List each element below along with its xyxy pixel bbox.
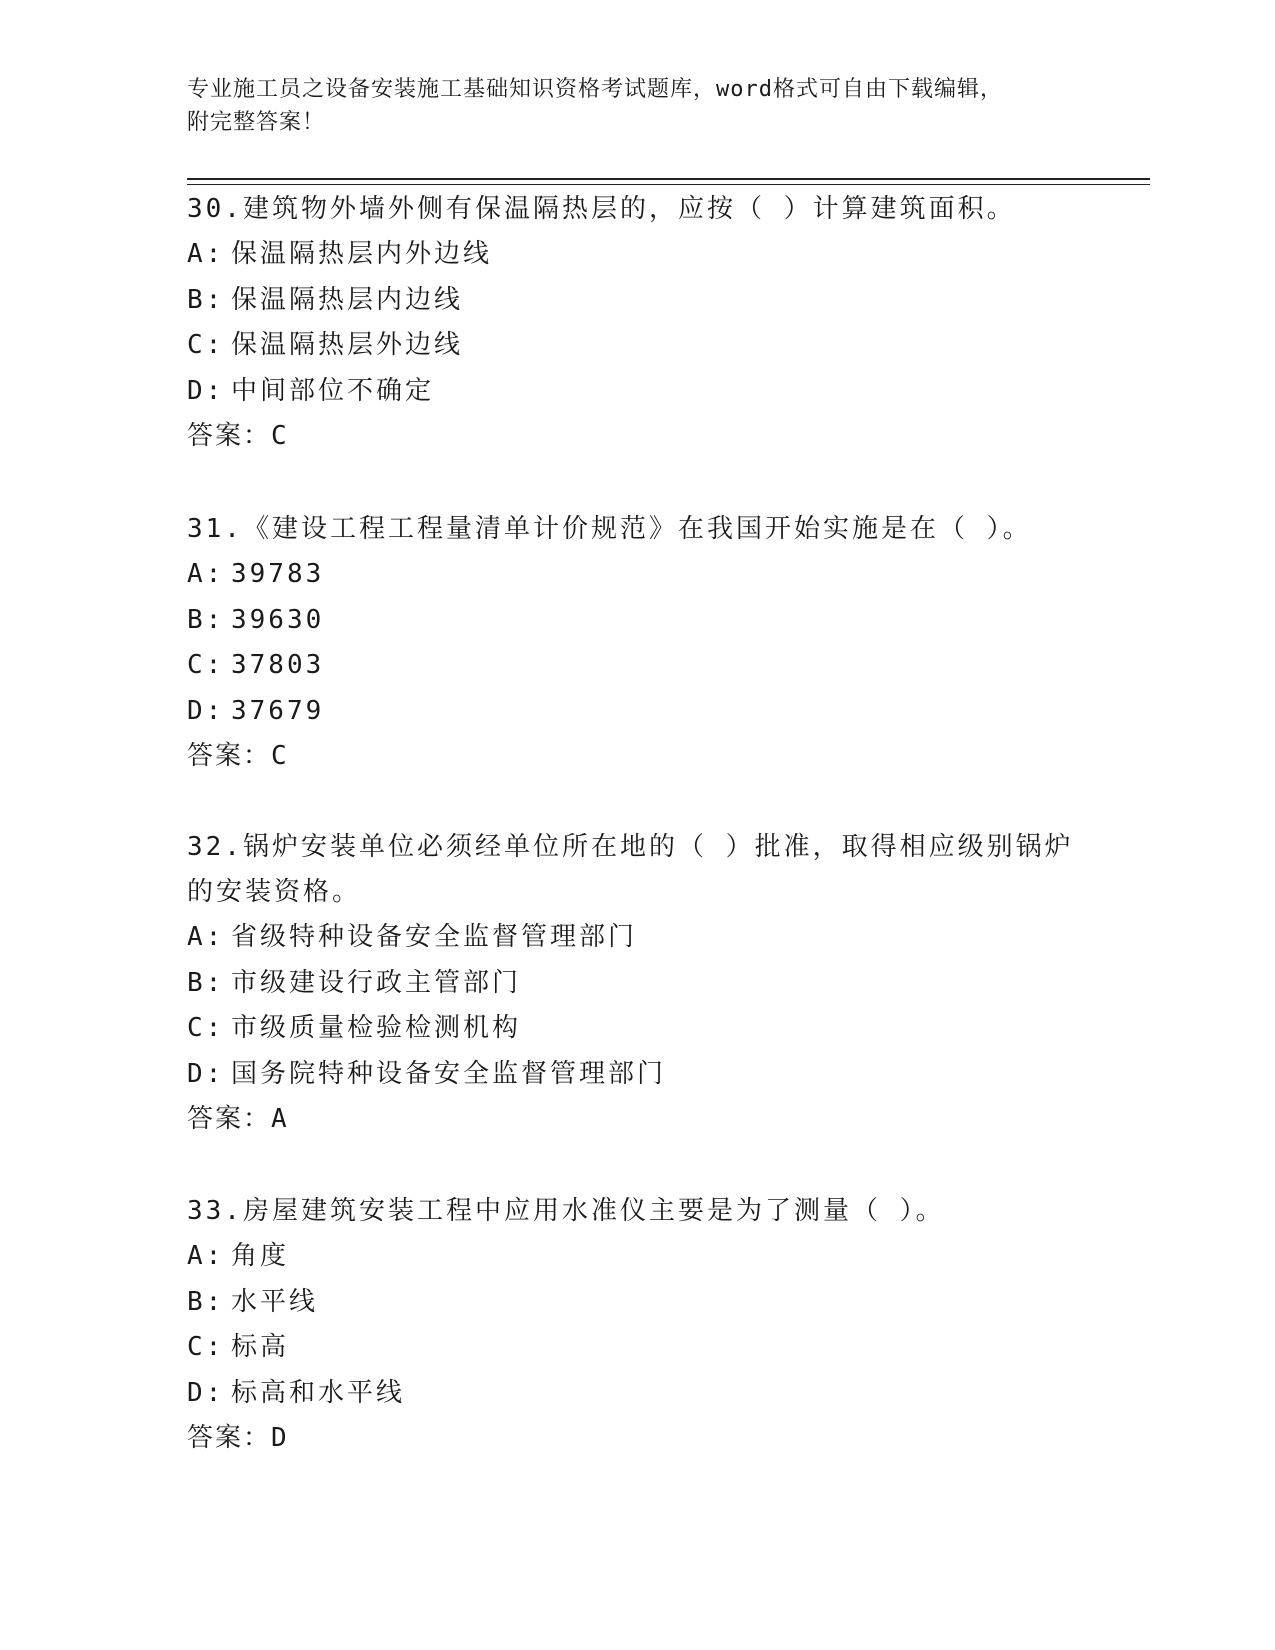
- option-text: 37679: [231, 695, 325, 726]
- answer-value: C: [271, 741, 289, 771]
- option-text: 标高和水平线: [231, 1377, 406, 1408]
- option-a: [187, 915, 1087, 961]
- answer-label: 答案：: [187, 421, 272, 451]
- option-text: 角度: [231, 1241, 290, 1271]
- option-text: 国务院特种设备安全监督管理部门: [231, 1058, 667, 1089]
- option-letter: B:: [187, 284, 225, 315]
- option-text: 市级建设行政主管部门: [231, 967, 522, 998]
- answer-label: 答案：: [187, 741, 272, 771]
- option-letter: B:: [187, 967, 225, 998]
- option-letter: A:: [187, 1241, 225, 1271]
- option-text: 标高: [231, 1332, 290, 1362]
- option-d: [187, 1371, 1087, 1417]
- question-stem: 33.房屋建筑安装工程中应用水准仪主要是为了测量（ ）。: [187, 1196, 945, 1226]
- question-stem: 30.建筑物外墙外侧有保温隔热层的，应按（ ）计算建筑面积。: [187, 194, 1016, 224]
- option-letter: D:: [187, 1377, 225, 1408]
- option-a: [187, 552, 1087, 598]
- option-letter: D:: [187, 695, 225, 726]
- answer-line: [187, 1097, 1087, 1142]
- document-header: [187, 73, 1067, 139]
- option-c: [187, 1006, 1087, 1052]
- question-32: [187, 825, 1087, 1142]
- question-33: [187, 1189, 1087, 1461]
- option-c: [187, 1325, 1087, 1371]
- question-stem: 31.《建设工程工程量清单计价规范》在我国开始实施是在（ ）。: [187, 514, 1032, 544]
- option-b: [187, 278, 1087, 324]
- answer-line: [187, 734, 1087, 779]
- option-letter: A:: [187, 922, 225, 952]
- option-letter: C:: [187, 650, 225, 680]
- header-line-1: 专业施工员之设备安装施工基础知识资格考试题库，word格式可自由下载编辑，: [187, 77, 1003, 102]
- option-d: [187, 369, 1087, 415]
- option-text: 37803: [231, 650, 325, 680]
- option-letter: C:: [187, 330, 225, 360]
- option-text: 保温隔热层内边线: [231, 284, 464, 315]
- option-b: [187, 598, 1087, 644]
- option-text: 保温隔热层内外边线: [231, 239, 493, 269]
- header-line-2: 附完整答案！: [187, 110, 326, 135]
- answer-line: [187, 414, 1087, 459]
- question-31: [187, 507, 1087, 779]
- option-b: [187, 1280, 1087, 1326]
- header-divider-thin: [187, 184, 1150, 185]
- option-c: [187, 323, 1087, 369]
- option-a: [187, 232, 1087, 278]
- question-stem-line-1: 32.锅炉安装单位必须经单位所在地的（ ）批准，取得相应级别锅炉: [187, 832, 1074, 862]
- answer-value: D: [271, 1423, 289, 1453]
- option-text: 39630: [231, 604, 325, 635]
- option-c: [187, 643, 1087, 689]
- option-text: 中间部位不确定: [231, 375, 435, 406]
- option-d: [187, 689, 1087, 735]
- option-letter: B:: [187, 604, 225, 635]
- option-text: 水平线: [231, 1286, 319, 1317]
- answer-value: C: [271, 421, 289, 451]
- answer-label: 答案：: [187, 1104, 272, 1134]
- option-letter: D:: [187, 1058, 225, 1089]
- option-letter: B:: [187, 1286, 225, 1317]
- option-text: 市级质量检验检测机构: [231, 1013, 522, 1043]
- option-a: [187, 1234, 1087, 1280]
- question-stem-line-2: 的安装资格。: [187, 877, 362, 907]
- header-divider-thick: [187, 178, 1150, 180]
- option-letter: A:: [187, 559, 225, 589]
- option-letter: C:: [187, 1013, 225, 1043]
- option-letter: C:: [187, 1332, 225, 1362]
- answer-value: A: [271, 1104, 289, 1134]
- option-letter: A:: [187, 239, 225, 269]
- option-text: 39783: [231, 559, 325, 589]
- option-letter: D:: [187, 375, 225, 406]
- answer-label: 答案：: [187, 1423, 272, 1453]
- question-30: [187, 187, 1087, 459]
- option-text: 省级特种设备安全监督管理部门: [231, 922, 638, 952]
- answer-line: [187, 1416, 1087, 1461]
- option-d: [187, 1052, 1087, 1098]
- option-text: 保温隔热层外边线: [231, 330, 464, 360]
- option-b: [187, 961, 1087, 1007]
